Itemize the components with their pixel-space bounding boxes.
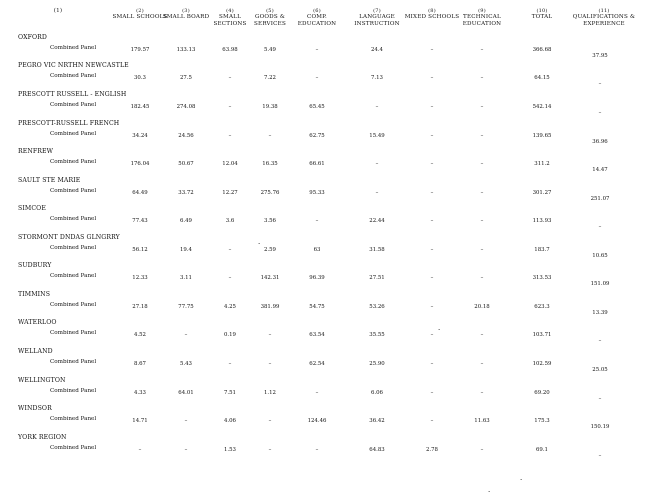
scan-speck: ·	[438, 326, 441, 334]
table-cell: 179.57	[130, 47, 150, 53]
table-cell: –	[430, 275, 434, 281]
panel-label: Combined Panel	[50, 245, 97, 251]
table-cell: 175.3	[534, 418, 550, 424]
table-cell: –	[228, 104, 232, 110]
table-cell: 27.18	[132, 304, 148, 310]
table-cell: –	[430, 390, 434, 396]
table-cell: 3.56	[263, 218, 276, 224]
table-cell: 31.58	[369, 247, 385, 253]
table-cell: 64.01	[178, 390, 194, 396]
table-cell: 139.65	[532, 133, 552, 139]
panel-label: Combined Panel	[50, 159, 97, 165]
column-number: (6)	[313, 8, 321, 14]
table-cell: 15.49	[369, 133, 385, 139]
board-name: WATERLOO	[18, 319, 57, 326]
table-cell: 6.06	[370, 390, 383, 396]
column-label: GOODS & SERVICES	[254, 14, 286, 27]
board-name: STORMONT DNDAS GLNGRRY	[18, 234, 120, 241]
table-cell: 25.90	[369, 361, 385, 367]
column-header	[404, 8, 460, 21]
table-cell: –	[430, 190, 434, 196]
table-cell: –	[480, 390, 484, 396]
table-cell: 4.25	[223, 304, 236, 310]
table-cell: 7.13	[370, 75, 383, 81]
scan-speck: ·	[488, 488, 491, 496]
table-cell: 8.67	[133, 361, 146, 367]
panel-label: Combined Panel	[50, 359, 97, 365]
table-cell: 64.49	[132, 190, 148, 196]
table-cell: –	[268, 361, 272, 367]
table-cell: 2.78	[425, 447, 438, 453]
scan-speck: ·	[258, 240, 261, 248]
table-cell: 62.75	[309, 133, 325, 139]
table-cell: –	[315, 390, 319, 396]
table-cell: –	[184, 447, 188, 453]
board-name: PRESCOTT RUSSELL - ENGLISH	[18, 91, 127, 98]
board-name: RENFREW	[18, 148, 54, 155]
column-number: (10)	[536, 8, 548, 14]
table-cell: 1.12	[263, 390, 276, 396]
table-cell: –	[430, 75, 434, 81]
table-cell: 37.95	[592, 53, 608, 59]
table-cell: 12.33	[132, 275, 148, 281]
table-cell: –	[375, 190, 379, 196]
table-cell: –	[480, 218, 484, 224]
table-cell: 19.38	[262, 104, 278, 110]
table-cell: 5.43	[179, 361, 192, 367]
table-cell: 311.2	[534, 161, 550, 167]
table-cell: 313.53	[532, 275, 552, 281]
table-cell: 542.14	[532, 104, 552, 110]
table-cell: 35.55	[369, 332, 385, 338]
table-cell: 142.31	[260, 275, 280, 281]
board-name: PRESCOTT-RUSSELL FRENCH	[18, 120, 120, 127]
table-cell: –	[228, 247, 232, 253]
table-cell: 12.04	[222, 161, 238, 167]
table-cell: –	[430, 304, 434, 310]
table-cell: 22.44	[369, 218, 385, 224]
table-cell: 20.18	[474, 304, 490, 310]
table-cell: 1.53	[223, 447, 236, 453]
table-cell: 63.98	[222, 47, 238, 53]
table-cell: 77.43	[132, 218, 148, 224]
table-cell: 113.93	[532, 218, 552, 224]
table-cell: –	[430, 104, 434, 110]
table-cell: –	[268, 332, 272, 338]
table-cell: 30.3	[133, 75, 146, 81]
table-cell: 176.04	[130, 161, 150, 167]
scan-speck: ·	[520, 476, 523, 484]
table-cell: –	[598, 338, 602, 344]
board-name: YORK REGION	[18, 434, 67, 441]
table-cell: 50.67	[178, 161, 194, 167]
table-cell: 66.61	[309, 161, 325, 167]
table-cell: –	[480, 47, 484, 53]
table-cell: –	[480, 361, 484, 367]
table-cell: 33.72	[178, 190, 194, 196]
table-cell: –	[430, 218, 434, 224]
table-cell: –	[598, 224, 602, 230]
table-cell: 133.13	[176, 47, 196, 53]
table-cell: 69.1	[535, 447, 548, 453]
table-cell: 19.4	[179, 247, 192, 253]
table-cell: –	[268, 133, 272, 139]
column-header	[349, 8, 405, 27]
board-name: WINDSOR	[18, 405, 52, 412]
column-header	[572, 8, 636, 27]
column-label: MIXED SCHOOLS	[404, 14, 460, 21]
column-label: LANGUAGE INSTRUCTION	[354, 14, 400, 27]
table-cell: –	[480, 190, 484, 196]
table-cell: 36.42	[369, 418, 385, 424]
table-cell: –	[430, 247, 434, 253]
table-cell: –	[480, 75, 484, 81]
panel-label: Combined Panel	[50, 416, 97, 422]
table-cell: 4.06	[223, 418, 236, 424]
table-cell: 0.19	[223, 332, 236, 338]
column-number: (5)	[266, 8, 274, 14]
column-header	[514, 8, 570, 21]
table-cell: 24.56	[178, 133, 194, 139]
table-cell: –	[315, 75, 319, 81]
table-cell: 77.75	[178, 304, 194, 310]
table-cell: 150.19	[590, 424, 610, 430]
table-cell: 63.54	[309, 332, 325, 338]
table-cell: 64.83	[369, 447, 385, 453]
table-cell: 251.07	[590, 196, 610, 202]
panel-label: Combined Panel	[50, 330, 97, 336]
panel-label: Combined Panel	[50, 388, 97, 394]
column-label: QUALIFICATIONS & EXPERIENCE	[572, 14, 636, 27]
table-cell: 2.59	[263, 247, 276, 253]
table-cell: 12.27	[222, 190, 238, 196]
column-label: COMP. EDUCATION	[297, 14, 337, 27]
column-number: (2)	[136, 8, 144, 14]
header-col-1: (1)	[53, 8, 63, 14]
table-cell: 63	[313, 247, 321, 253]
table-cell: 381.99	[260, 304, 280, 310]
table-cell: 69.20	[534, 390, 550, 396]
table-cell: –	[430, 332, 434, 338]
table-cell: 366.68	[532, 47, 552, 53]
table-cell: 151.09	[590, 281, 610, 287]
table-cell: –	[375, 104, 379, 110]
table-cell: 301.27	[532, 190, 552, 196]
table-cell: 62.54	[309, 361, 325, 367]
board-name: SUDBURY	[18, 262, 52, 269]
table-cell: 275.76	[260, 190, 280, 196]
table-cell: –	[375, 161, 379, 167]
panel-label: Combined Panel	[50, 302, 97, 308]
table-cell: –	[228, 361, 232, 367]
panel-label: Combined Panel	[50, 188, 97, 194]
table-cell: 96.39	[309, 275, 325, 281]
table-cell: –	[598, 396, 602, 402]
table-cell: 4.52	[133, 332, 146, 338]
table-cell: 53.26	[369, 304, 385, 310]
column-header	[289, 8, 345, 27]
table-cell: 3.11	[179, 275, 192, 281]
table-cell: –	[480, 133, 484, 139]
table-cell: 14.71	[132, 418, 148, 424]
panel-label: Combined Panel	[50, 102, 97, 108]
table-cell: –	[228, 133, 232, 139]
table-cell: 124.46	[307, 418, 327, 424]
table-cell: 64.15	[534, 75, 550, 81]
table-cell: –	[480, 247, 484, 253]
column-label: TECHNICAL EDUCATION	[462, 14, 502, 27]
column-label: TOTAL	[531, 14, 553, 21]
table-cell: –	[430, 133, 434, 139]
table-cell: 182.45	[130, 104, 150, 110]
table-cell: 7.22	[263, 75, 276, 81]
table-cell: 27.5	[179, 75, 192, 81]
table-cell: 7.51	[223, 390, 236, 396]
column-number: (7)	[373, 8, 381, 14]
table-cell: 27.51	[369, 275, 385, 281]
table-cell: –	[268, 447, 272, 453]
panel-label: Combined Panel	[50, 445, 97, 451]
table-cell: 103.71	[532, 332, 552, 338]
table-cell: 274.08	[176, 104, 196, 110]
table-cell: 16.35	[262, 161, 278, 167]
column-label: SMALL BOARD	[162, 14, 210, 21]
table-cell: 25.05	[592, 367, 608, 373]
table-cell: –	[430, 47, 434, 53]
column-number: (4)	[226, 8, 234, 14]
table-cell: 6.49	[179, 218, 192, 224]
board-name: SIMCOE	[18, 205, 46, 212]
table-cell: –	[138, 447, 142, 453]
column-number: (9)	[478, 8, 486, 14]
table-cell: 4.33	[133, 390, 146, 396]
table-cell: –	[430, 361, 434, 367]
table-cell: 3.6	[225, 218, 235, 224]
table-cell: –	[184, 418, 188, 424]
table-cell: –	[228, 275, 232, 281]
board-name: WELLINGTON	[18, 377, 66, 384]
table-cell: 34.24	[132, 133, 148, 139]
table-cell: –	[315, 447, 319, 453]
board-name: WELLAND	[18, 348, 53, 355]
board-name: SAULT STE MARIE	[18, 177, 81, 184]
board-name: TIMMINS	[18, 291, 51, 298]
table-cell: –	[480, 104, 484, 110]
table-cell: 56.12	[132, 247, 148, 253]
column-number: (8)	[428, 8, 436, 14]
panel-label: Combined Panel	[50, 131, 97, 137]
table-cell: –	[430, 161, 434, 167]
panel-label: Combined Panel	[50, 216, 97, 222]
column-number: (3)	[182, 8, 190, 14]
panel-label: Combined Panel	[50, 273, 97, 279]
board-name: PEGRO VIC NRTHN NEWCASTLE	[18, 62, 129, 69]
table-cell: 65.45	[309, 104, 325, 110]
column-label: SMALL SECTIONS	[213, 14, 247, 27]
table-cell: –	[480, 332, 484, 338]
table-cell: 11.63	[474, 418, 490, 424]
table-cell: –	[480, 447, 484, 453]
column-header	[454, 8, 510, 27]
table-cell: –	[598, 453, 602, 459]
table-cell: 14.47	[592, 167, 608, 173]
table-cell: 102.59	[532, 361, 552, 367]
table-cell: 10.65	[592, 253, 608, 259]
table-cell: –	[480, 161, 484, 167]
column-number: (11)	[598, 8, 610, 14]
table-cell: 36.96	[592, 139, 608, 145]
table-cell: 13.39	[592, 310, 608, 316]
table-cell: 183.7	[534, 247, 550, 253]
table-cell: 623.3	[534, 304, 550, 310]
column-label: SMALL SCHOOLS	[112, 14, 168, 21]
table-cell: 5.49	[263, 47, 276, 53]
table-cell: –	[268, 418, 272, 424]
table-cell: –	[430, 418, 434, 424]
table-cell: –	[228, 75, 232, 81]
table-cell: –	[184, 332, 188, 338]
panel-label: Combined Panel	[50, 45, 97, 51]
table-cell: 95.33	[309, 190, 325, 196]
table-cell: 54.75	[309, 304, 325, 310]
table-cell: –	[315, 218, 319, 224]
table-cell: –	[480, 275, 484, 281]
table-cell: 24.4	[370, 47, 383, 53]
panel-label: Combined Panel	[50, 73, 97, 79]
board-name: OXFORD	[18, 34, 47, 41]
table-cell: –	[598, 110, 602, 116]
table-cell: –	[598, 81, 602, 87]
table-cell: –	[315, 47, 319, 53]
